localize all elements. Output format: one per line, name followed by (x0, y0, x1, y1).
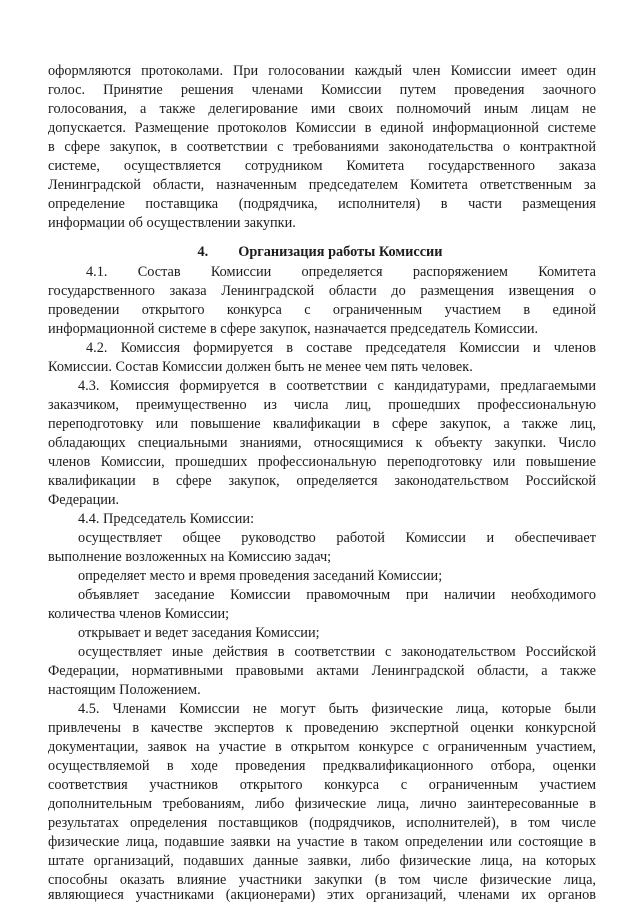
text-line: государственного заказа Ленинградской области до размещения извещения о (48, 283, 596, 299)
text-line: определяет место и время проведения заседаний Комиссии; (78, 568, 443, 584)
text-line: штате организаций, подавших данные заявки, либо физические лица, на которых (48, 853, 596, 869)
text-line: осуществляемой в ходе проведения предквалификационного отбора, оценки (48, 758, 596, 774)
text-line: заказчиком, преимущественно из числа лиц, прошедших профессиональную (48, 397, 596, 413)
section-number: 4. (197, 244, 209, 260)
text-line: определение поставщика (подрядчика, исполнителя) в части размещения (48, 196, 596, 212)
text-line: привлечены в качестве экспертов к проведению экспертной оценки конкурсной (48, 720, 596, 736)
text-line: настоящим Положением. (48, 682, 201, 698)
text-line: осуществляет иные действия в соответствии с законодательством Российской (78, 644, 596, 660)
text-line: Федерации, нормативными правовыми актами Ленинградской области, а также (48, 663, 596, 679)
text-line: объявляет заседание Комиссии правомочным при наличии необходимого (78, 587, 596, 603)
text-line: переподготовку или повышение квалификации в сфере закупок, а также лиц, (48, 416, 596, 432)
text-line: 4.5. Членами Комиссии не могут быть физические лица, которые были (78, 701, 596, 717)
text-line: физические лица, подавшие заявки на участие в таком определении или состоящие в (48, 834, 596, 850)
text-line: открывает и ведет заседания Комиссии; (78, 625, 320, 641)
text-line: информации об осуществлении закупки. (48, 215, 296, 231)
text-line: членов Комиссии, прошедших профессиональную переподготовку или повышение (48, 454, 596, 470)
section-heading (0, 244, 640, 261)
text-line: информационной системе в сфере закупок, назначается председатель Комиссии. (48, 321, 539, 337)
text-line: соответствия участников открытого конкурса с ограниченным участием (48, 777, 596, 793)
text-line: результатах определения поставщиков (подрядчиков, исполнителей), в том числе (48, 815, 596, 831)
text-line: голос. Принятие решения членами Комиссии путем проведения заочного (48, 82, 596, 98)
text-line: Комиссии. Состав Комиссии должен быть не менее чем пять человек. (48, 359, 473, 375)
text-line: 4.1. Состав Комиссии определяется распоряжением Комитета (86, 264, 596, 280)
text-line: системе, осуществляется сотрудником Комитета государственного заказа (48, 158, 596, 174)
text-line: 4.2. Комиссия формируется в составе председателя Комиссии и членов (86, 340, 596, 356)
text-line: допускается. Размещение протоколов Комиссии в единой информационной системе (48, 120, 596, 136)
text-line: голосования, а также делегирование ими своих полномочий иным лицам не (48, 101, 596, 117)
text-line: количества членов Комиссии; (48, 606, 230, 622)
text-line: проведении открытого конкурса с ограниченным участием в единой (48, 302, 596, 318)
text-line: способны оказать влияние участники закупки (в том числе физические лица, (48, 872, 596, 888)
text-line: 4.4. Председатель Комиссии: (78, 511, 255, 527)
text-line: осуществляет общее руководство работой Комиссии и обеспечивает (78, 530, 596, 546)
text-line: квалификации в сфере закупок, определяется законодательством Российской (48, 473, 596, 489)
section-title: Организация работы Комиссии (238, 244, 443, 260)
text-line: обладающих специальными знаниями, относящимися к объекту закупки. Число (48, 435, 596, 451)
text-line: 4.3. Комиссия формируется в соответствии с кандидатурами, предлагаемыми (78, 378, 596, 394)
text-line: Ленинградской области, назначенным председателем Комитета ответственным за (48, 177, 596, 193)
text-line: Федерации. (48, 492, 120, 508)
text-line: дополнительным требованиям, либо физические лица, лично заинтересованные в (48, 796, 596, 812)
text-line: выполнение возложенных на Комиссию задач; (48, 549, 332, 565)
text-line: в сфере закупок, в соответствии с требованиями законодательства о контрактной (48, 139, 596, 155)
text-line: являющиеся участниками (акционерами) этих организаций, членами их органов (48, 887, 596, 903)
text-line: документации, заявок на участие в открытом конкурсе с ограниченным участием, (48, 739, 596, 755)
text-line: оформляются протоколами. При голосовании каждый член Комиссии имеет один (48, 63, 596, 79)
